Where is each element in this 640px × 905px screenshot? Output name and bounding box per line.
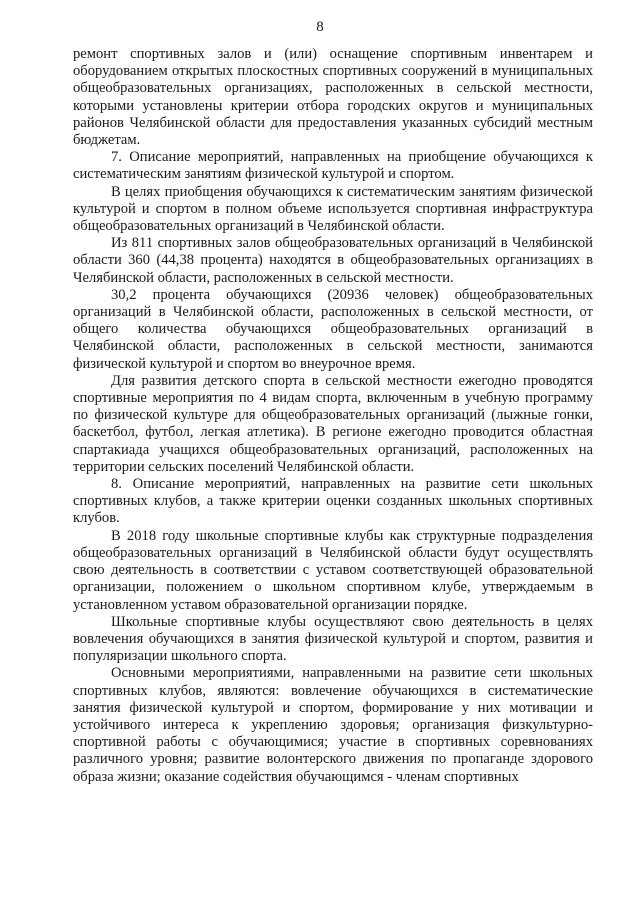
document-body [73,46,593,786]
page-number: 8 [316,19,324,35]
section-7-heading: 7. Описание мероприятий, направленных на приобщение обучающихся к систематическим занятиям физической культурой и спортом. [73,149,593,183]
paragraph-continuation: ремонт спортивных залов и (или) оснащение спортивным инвентарем и оборудованием открытых плоскостных спортивных сооружений в муниципальных общеобразовательных организациях, расположенных в сельской местности, которыми установлены критерии отбора городских округов и муниципальных районов Челябинской области для предоставления указанных субсидий местным бюджетам. [73,46,593,149]
section-8-heading: 8. Описание мероприятий, направленных на развитие сети школьных спортивных клубов, а также критерии оценки созданных школьных спортивных клубов. [73,476,593,527]
paragraph: Школьные спортивные клубы осуществляют свою деятельность в целях вовлечения обучающихся в занятия физической культурой и спортом, развития и популяризации школьного спорта. [73,613,593,665]
paragraph: Для развития детского спорта в сельской местности ежегодно проводятся спортивные мероприятия по 4 видам спорта, включенным в учебную программу по физической культуре для общеобразовательных организаций (лыжные гонки, баскетбол, футбол, легкая атлетика). В регионе ежегодно проводится областная спартакиада учащихся общеобразовательных организаций, расположенных на территории сельских поселений Челябинской области. [73,372,593,475]
paragraph: Основными мероприятиями, направленными на развитие сети школьных спортивных клубов, являются: вовлечение обучающихся в систематические занятия физической культурой и спортом, формирование у них мотивации и устойчивого интереса к укреплению здоровья; организация физкультурно-спортивной работы с обучающимися; участие в спортивных соревнованиях различного уровня; развитие волонтерского движения по пропаганде здорового образа жизни; оказание содействия обучающимся - членам спортивных [73,665,593,785]
paragraph: В целях приобщения обучающихся к систематическим занятиям физической культурой и спортом в полном объеме используется спортивная инфраструктура общеобразовательных организаций в Челябинской области. [73,183,593,235]
paragraph: 30,2 процента обучающихся (20936 человек) общеобразовательных организаций в Челябинской области, расположенных в сельской местности, от общего количества обучающихся общеобразовательных организаций в Челябинской области, расположенных в сельской местности, занимаются физической культурой и спортом во внеурочное время. [73,286,593,372]
paragraph: Из 811 спортивных залов общеобразовательных организаций в Челябинской области 360 (44,38 процента) находятся в общеобразовательных организациях в Челябинской области, расположенных в сельской местности. [73,235,593,286]
paragraph: В 2018 году школьные спортивные клубы как структурные подразделения общеобразовательных организаций в Челябинской области будут осуществлять свою деятельность в соответствии с уставом соответствующей образовательной организации, положением о школьном спортивном клубе, утверждаемым в установленном уставом образовательной организации порядке. [73,527,593,613]
